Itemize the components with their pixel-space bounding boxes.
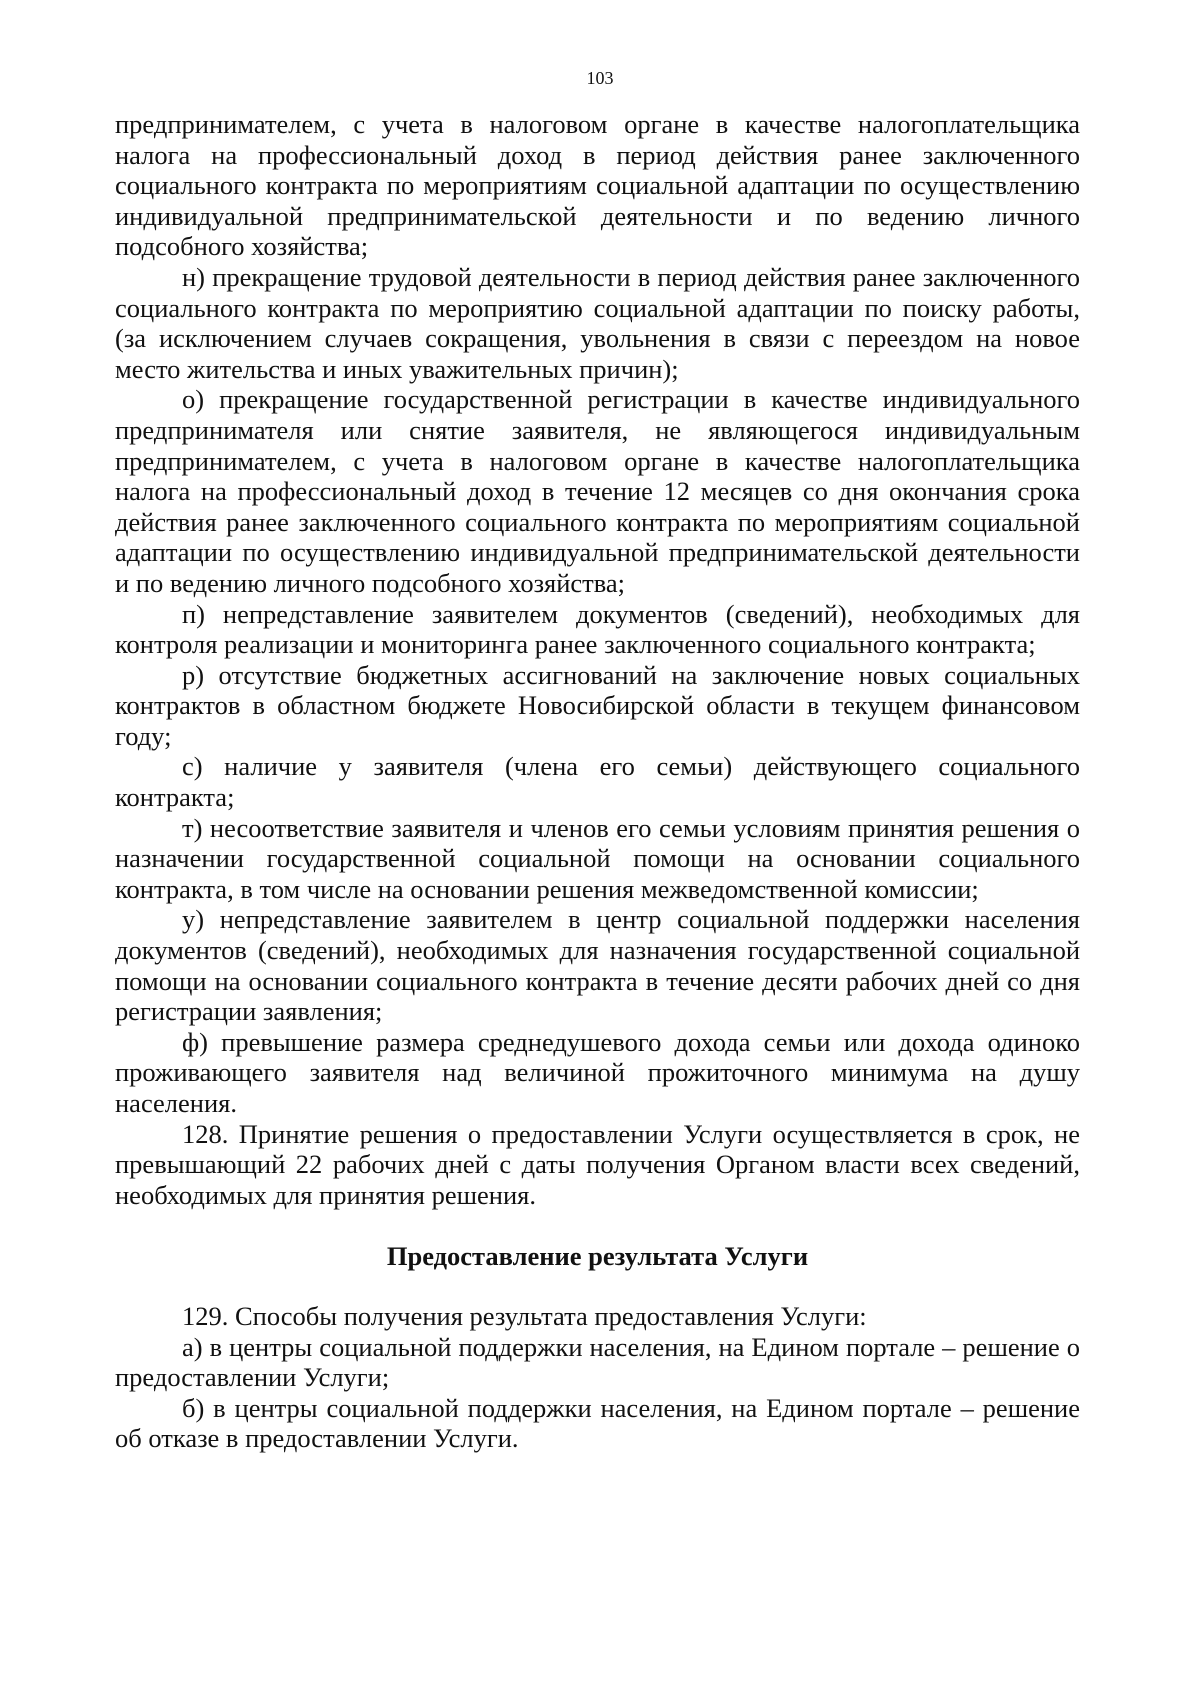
paragraph-item-s: с) наличие у заявителя (члена его семьи) действующего социального контракта; [115,751,1080,813]
paragraph-item-r: р) отсутствие бюджетных ассигнований на заключение новых социальных контрактов в областном бюджете Новосибирской области в текущем финансовом году; [115,659,1080,751]
paragraph-continuation: предпринимателем, с учета в налоговом органе в качестве налогоплательщика налога на профессиональный доход в период действия ранее заключенного социального контракта по мероприятиям социальной адаптации по осуществлению индивидуальной предпринимательской деятельности и по ведению личного подсобного хозяйства; [115,109,1080,262]
paragraph-item-f: ф) превышение размера среднедушевого дохода семьи или дохода одиноко проживающего заявителя над величиной прожиточного минимума на душу населения. [115,1026,1080,1118]
paragraph-clause-128: 128. Принятие решения о предоставлении Услуги осуществляется в срок, не превышающий 22 рабочих дней с даты получения Органом власти всех сведений, необходимых для принятия решения. [115,1118,1080,1210]
paragraph-item-t: т) несоответствие заявителя и членов его семьи условиям принятия решения о назначении государственной социальной помощи на основании социального контракта, в том числе на основании решения межведомственной комиссии; [115,812,1080,904]
paragraph-item-b: б) в центры социальной поддержки населения, на Едином портале – решение об отказе в предоставлении Услуги. [115,1392,1080,1454]
paragraph-item-p: п) непредставление заявителем документов (сведений), необходимых для контроля реализации и мониторинга ранее заключенного социального контракта; [115,598,1080,660]
document-body [115,109,1080,1454]
paragraph-item-u: у) непредставление заявителем в центр социальной поддержки населения документов (сведений), необходимых для назначения государственной социальной помощи на основании социального контракта в течение десяти рабочих дней со дня регистрации заявления; [115,904,1080,1027]
paragraph-clause-129: 129. Способы получения результата предоставления Услуги: [182,1300,867,1331]
paragraph-item-o: о) прекращение государственной регистрации в качестве индивидуального предпринимателя или снятие заявителя, не являющегося индивидуальным предпринимателем, с учета в налоговом органе в качестве налогоплательщика налога на профессиональный доход в течение 12 месяцев со дня окончания срока действия ранее заключенного социального контракта по мероприятиям социальной адаптации по осуществлению индивидуальной предпринимательской деятельности и по ведению личного подсобного хозяйства; [115,384,1080,598]
page-number: 103 [586,68,614,88]
paragraph-item-n: н) прекращение трудовой деятельности в период действия ранее заключенного социального контракта по мероприятию социальной адаптации по поиску работы, (за исключением случаев сокращения, увольнения в связи с переездом на новое место жительства и иных уважительных причин); [115,261,1080,384]
paragraph-item-a: а) в центры социальной поддержки населения, на Едином портале – решение о предоставлении Услуги; [115,1331,1080,1393]
section-heading: Предоставление результата Услуги [386,1241,809,1272]
